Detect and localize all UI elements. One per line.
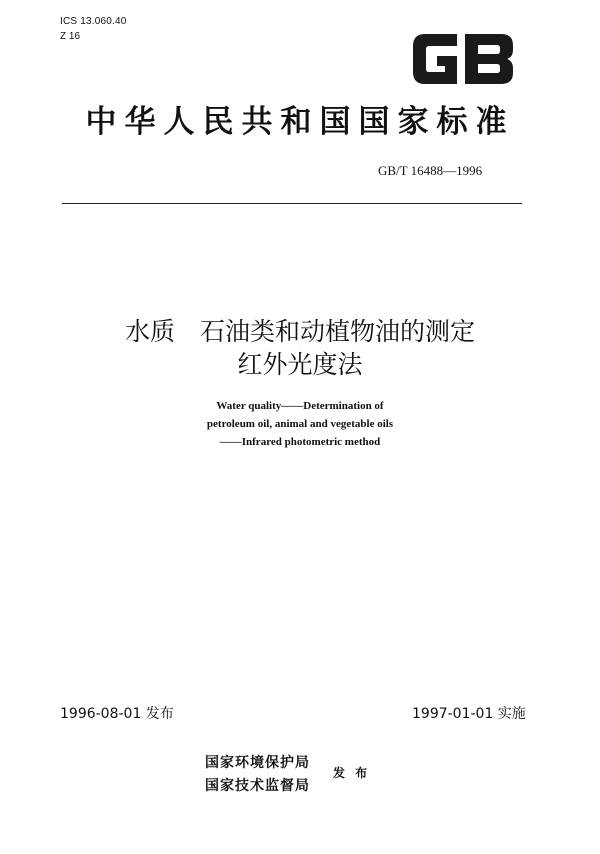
issuing-agency-1: 国家环境保护局: [205, 755, 310, 771]
chinese-title-line2: 红外光度法: [237, 350, 363, 379]
standard-title: 中华人民共和国国家标准: [85, 104, 515, 140]
gb-logo-mark: [407, 28, 519, 90]
chinese-title-line1: 水质 石油类和动植物油的测定: [124, 317, 475, 346]
english-title-line1: Water quality——Determination of: [216, 400, 384, 412]
ics-code: ICS 13.060.40: [60, 16, 127, 27]
gb-logo: [407, 28, 519, 90]
publish-label: 发 布: [333, 766, 371, 780]
header-divider: [62, 203, 522, 204]
ccs-code: Z 16: [60, 31, 81, 42]
english-title-line2: petroleum oil, animal and vegetable oils: [206, 418, 394, 430]
english-title-line3: ——Infrared photometric method: [219, 436, 381, 448]
standard-code: GB/T 16488—1996: [378, 163, 483, 178]
issuing-agency-2: 国家技术监督局: [205, 778, 310, 794]
implementation-date: 1997-01-01 实施: [412, 706, 526, 722]
issue-date: 1996-08-01 发布: [60, 706, 174, 722]
